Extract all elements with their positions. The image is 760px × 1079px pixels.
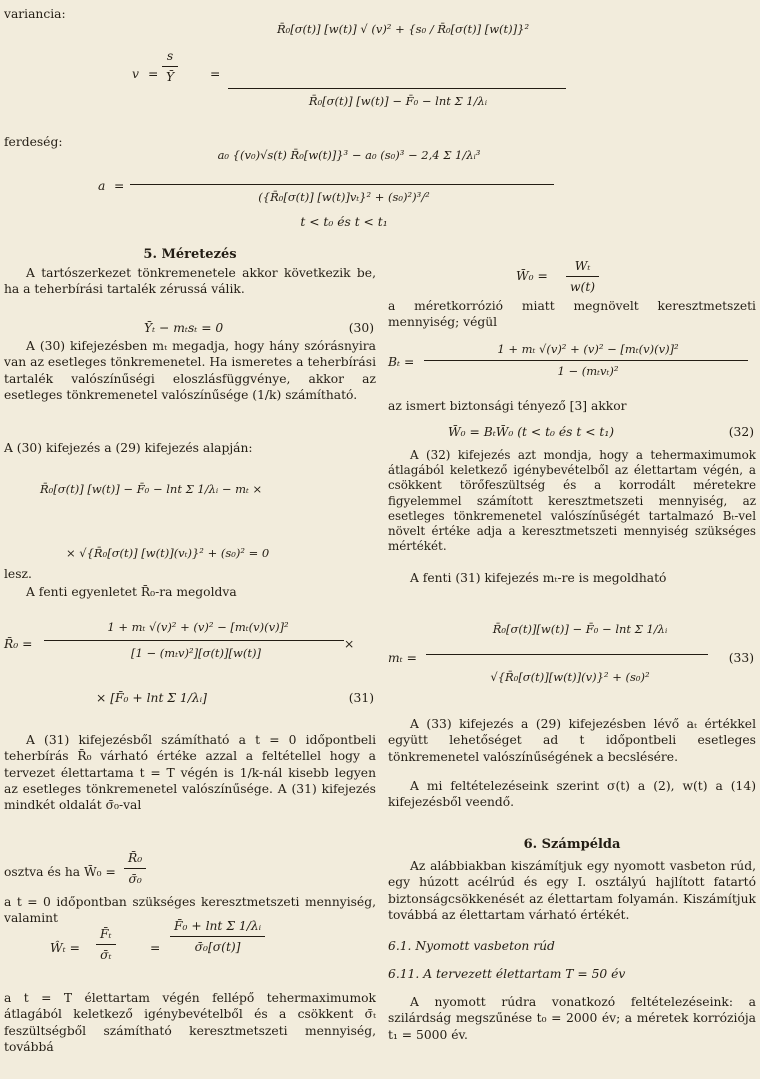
section-heading-5: 5. Méretezés — [143, 247, 237, 262]
fraction-bar — [426, 654, 708, 655]
paragraph: A tartószerkezet tönkremenetele akkor következik be, ha a teherbírási tartalék zérussá válik. — [4, 266, 376, 297]
eq-a-condition: t < t₀ és t < t₁ — [300, 215, 388, 229]
eq31-second-line: × [F̄₀ + lnt Σ 1/λᵢ] — [96, 691, 207, 705]
subsection-heading: 6.11. A tervezett élettartam T = 50 év — [388, 967, 626, 981]
equation-variance: v = $\frac{s}{Ȳ}$ = R̄₀[σ(t)] [w(t)] √ (v)² + {s₀ / R̄₀[σ(t)] [w(t)]}² R̄₀[σ(t)] [w(t)] − F̄₀ − lnt Σ 1/λᵢ — [128, 20, 568, 132]
equation-33: mₜ = R̄₀[σ(t)][w(t)] − F̄₀ − lnt Σ 1/λᵢ √{R̄₀[σ(t)][w(t)](v)}² + (s₀)² (33) — [388, 622, 754, 684]
paragraph: A (30) kifejezés a (29) kifejezés alapján: — [4, 441, 253, 455]
fraction-bar — [44, 640, 344, 641]
subsection-heading: 6.1. Nyomott vasbeton rúd — [388, 939, 555, 953]
paragraph: A fenti egyenletet R̄₀-ra megoldva — [26, 585, 237, 599]
equation-W0: W̄₀ = $\frac{\text{Wₜ}}{w(t)}$ — [388, 258, 756, 298]
fraction-bar — [424, 360, 748, 361]
equation-29-30a: R̄₀[σ(t)] [w(t)] − F̄₀ − lnt Σ 1/λᵢ − mₜ × — [40, 482, 263, 496]
eq-a-denominator: ({R̄₀[σ(t)] [w(t)]vₜ}² + (s₀)²)³/² — [258, 190, 430, 204]
fraction-bar — [130, 184, 554, 185]
text-lesz: lesz. — [4, 567, 32, 581]
equation-number: (32) — [728, 425, 754, 439]
eq31-denominator: [1 − (mₜv)²][σ(t)][w(t)] — [131, 646, 261, 660]
eq-a-lhs: a — [98, 179, 106, 193]
equation-number: (30) — [348, 321, 374, 335]
eq-v-mid-frac: $\frac{s}{Ȳ}$ — [162, 48, 178, 86]
paragraph-with-fraction: osztva és ha W̄₀ = $\frac{\text{R̄₀}}{\text{σ̄₀}}$ — [4, 850, 376, 894]
equation-skewness: a = a₀ {(v₀)√s(t) R̄₀[w(t)]}³ − a₀ (s₀)³ − 2,4 Σ 1/λᵢ³ ({R̄₀[σ(t)] [w(t)]vₜ}² + (s₀)²)³/² t < t₀ és t < t₁ — [94, 134, 564, 246]
eq-v-lhs: v — [132, 67, 139, 81]
equation-number: (31) — [348, 691, 374, 705]
eq-v-numerator: R̄₀[σ(t)] [w(t)] √ (v)² + {s₀ / R̄₀[σ(t)] [w(t)]}² — [276, 22, 530, 36]
fraction: $\frac{\text{F̄ₜ}}{\text{σ̄ₜ}}$ — [96, 926, 116, 964]
equation-30: Ȳₜ − mₜsₜ = 0 (30) — [144, 321, 374, 335]
paragraph: a t = 0 időpontban szükséges keresztmetszeti mennyiség, valamint — [4, 895, 376, 926]
eq31-numerator: 1 + mₜ √(v)² + (v)² − [mₜ(v)(v)]² — [107, 620, 289, 634]
fraction-bar — [228, 88, 566, 89]
equation-32: W̄₀ = BₜW̄₀ (t < t₀ és t < t₁) (32) — [448, 425, 754, 439]
fraction: $\frac{\text{Wₜ}}{w(t)}$ — [566, 258, 599, 296]
paragraph: A mi feltételezéseink szerint σ(t) a (2), w(t) a (14) kifejezésből veendő. — [388, 779, 756, 810]
paragraph: az ismert biztonsági tényező [3] akkor — [388, 399, 627, 413]
paragraph: a t = T élettartam végén fellépő tehermaximumok átlagából keletkező igénybevételből és a csökkent σ̄ₜ feszültségből számítható keresztmetszeti mennyiség, továbbá — [4, 991, 376, 1055]
label-variancia: variancia: — [4, 7, 66, 21]
paragraph: A (33) kifejezés a (29) kifejezésben lévő aₜ értékkel együtt lehetőséget ad t időpontbeli esetleges tönkremenetel valószínűségének a becslésére. — [388, 717, 756, 764]
equation-W: Ŵₜ = $\frac{\text{F̄ₜ}}{\text{σ̄ₜ}}$ = $\frac{\text{F̄₀ + lnt Σ 1/λᵢ}}{\text{σ̄₀[σ(t)]}}$ — [4, 912, 376, 986]
paragraph: Az alábbiakban kiszámítjuk egy nyomott vasbeton rúd, egy húzott acélrúd és egy I. osztályú hajlított fatartó biztonságcsökkenését az élettartam folyamán. Kiszámítjuk továbbá az élettartam várható értékét. — [388, 859, 756, 923]
eq-a-numerator: a₀ {(v₀)√s(t) R̄₀[w(t)]}³ − a₀ (s₀)³ − 2,4 Σ 1/λᵢ³ — [217, 148, 481, 162]
paragraph: a méretkorrózió miatt megnövelt keresztmetszeti mennyiség; végül — [388, 299, 756, 330]
paragraph: A (32) kifejezés azt mondja, hogy a tehermaximumok átlagából keletkező igénybevételből az élettartam végén, a csökkent törőfeszültség és a korrodált méretekre figyelemmel számított keresztmetszeti mennyiség, az esetleges tönkremenetel valószínűségét tartalmazó Bₜ-vel növelt értéke adja a keresztmetszeti mennyiség szükséges mértékét. — [388, 448, 756, 554]
paragraph: A (31) kifejezésből számítható a t = 0 időpontbeli teherbírás R̄₀ várható értéke azzal a feltétellel hogy a tervezet élettartama t = T végén is 1/k-nál kisebb legyen az esetleges tönkremenetel valószínűsége. A (31) kifejezés mindkét oldalát σ̄₀-val — [4, 733, 376, 813]
paragraph: A nyomott rúdra vonatkozó feltételezéseink: a szilárdság megszűnése t₀ = 2000 év; a méretek korróziója t₁ = 5000 év. — [388, 995, 756, 1042]
equation-number: (33) — [728, 651, 754, 665]
section-heading-6: 6. Számpélda — [523, 837, 621, 852]
paragraph: A fenti (31) kifejezés mₜ-re is megoldható — [410, 571, 667, 585]
equation-B: Bₜ = 1 + mₜ √(v)² + (v)² − [mₜ(v)(v)]² 1 − (mₜvₜ)² — [388, 336, 756, 388]
fraction: $\frac{\text{R̄₀}}{\text{σ̄₀}}$ — [124, 850, 146, 888]
eq-v-denominator: R̄₀[σ(t)] [w(t)] − F̄₀ − lnt Σ 1/λᵢ — [308, 94, 488, 108]
paragraph: A (30) kifejezésben mₜ megadja, hogy hány szórásnyira van az esetleges tönkremenetel. Ha ismeretes a teherbírási tartalék valószínűségi eloszlásfüggvénye, akkor az esetleges tönkremenetel valószínűsége (1/k) számítható. — [4, 339, 376, 403]
label-ferdeseg: ferdeség: — [4, 135, 63, 149]
equation-31: R̄₀ = 1 + mₜ √(v)² + (v)² − [mₜ(v)(v)]² [1 − (mₜv)²][σ(t)][w(t)] × × [F̄₀ + lnt Σ 1/λᵢ] (31) — [4, 620, 374, 705]
equation-29-30b: × √{R̄₀[σ(t)] [w(t)](vₜ)}² + (s₀)² = 0 — [66, 546, 270, 560]
fraction: $\frac{\text{F̄₀ + lnt Σ 1/λᵢ}}{\text{σ̄₀[σ(t)]}}$ — [170, 918, 265, 956]
